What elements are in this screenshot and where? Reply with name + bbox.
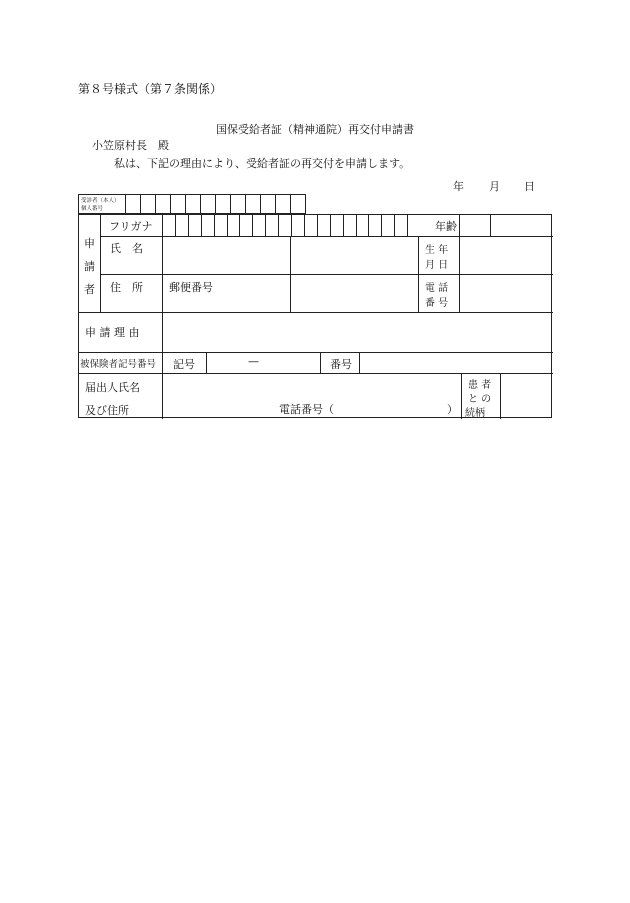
notifier-label-line1: 届出人氏名 bbox=[85, 381, 140, 394]
page-title: 国保受給者証（精神通院）再交付申請書 bbox=[216, 123, 414, 136]
applicant-char-2: 請 bbox=[84, 260, 95, 273]
age-label: 年齢 bbox=[435, 220, 457, 233]
column-divider bbox=[418, 236, 419, 312]
address-label: 住 所 bbox=[110, 281, 143, 294]
name-field[interactable] bbox=[163, 237, 417, 274]
application-table bbox=[78, 214, 552, 418]
furigana-cell-divider bbox=[214, 215, 215, 236]
furigana-cell-divider bbox=[356, 215, 357, 236]
individual-number-digit[interactable] bbox=[291, 195, 305, 213]
individual-number-digit[interactable] bbox=[171, 195, 186, 213]
address-field[interactable] bbox=[163, 275, 417, 312]
furigana-cell-divider bbox=[381, 215, 382, 236]
applicant-char-3: 者 bbox=[84, 283, 95, 296]
individual-number-digit[interactable] bbox=[156, 195, 171, 213]
individual-number-digit[interactable] bbox=[246, 195, 261, 213]
phone-field[interactable] bbox=[460, 275, 552, 312]
application-statement: 私は、下記の理由により、受給者証の再交付を申請します。 bbox=[114, 157, 411, 170]
notifier-label-line2: 及び住所 bbox=[85, 404, 129, 417]
phone-label-line1: 電 話 bbox=[425, 283, 449, 294]
reason-label: 申 請 理 由 bbox=[85, 326, 140, 339]
addressee: 小笠原村長 殿 bbox=[92, 139, 169, 152]
furigana-cell-divider bbox=[317, 215, 318, 236]
furigana-cell-divider bbox=[227, 215, 228, 236]
form-number: 第８号様式（第７条関係） bbox=[78, 82, 223, 96]
symbol-field[interactable] bbox=[207, 353, 319, 373]
applicant-char-1: 申 bbox=[84, 237, 95, 250]
furigana-label: フリガナ bbox=[109, 220, 153, 233]
column-divider bbox=[320, 352, 321, 373]
individual-number-digit[interactable] bbox=[186, 195, 201, 213]
date-day-label: 日 bbox=[524, 180, 535, 193]
individual-number-label bbox=[79, 195, 126, 213]
individual-number-digit[interactable] bbox=[216, 195, 231, 213]
furigana-cell-divider bbox=[304, 215, 305, 236]
furigana-cell-divider bbox=[278, 215, 279, 236]
insured-number-label: 被保険者記号番号 bbox=[80, 359, 157, 370]
column-divider bbox=[461, 373, 462, 419]
furigana-cell-divider bbox=[343, 215, 344, 236]
furigana-cell-divider bbox=[175, 215, 176, 236]
individual-number-digit[interactable] bbox=[141, 195, 156, 213]
individual-number-row bbox=[78, 194, 306, 214]
furigana-cell-divider bbox=[239, 215, 240, 236]
notifier-phone-label: 電話番号（ bbox=[279, 403, 334, 416]
relation-label-line1: 患 者 bbox=[468, 380, 492, 391]
postal-code-label: 郵便番号 bbox=[169, 281, 213, 294]
date-month-label: 月 bbox=[489, 180, 500, 193]
furigana-cell-divider bbox=[252, 215, 253, 236]
individual-number-digit[interactable] bbox=[201, 195, 216, 213]
furigana-cell-divider bbox=[291, 215, 292, 236]
notifier-phone-close: ） bbox=[447, 403, 458, 416]
furigana-cell-divider bbox=[330, 215, 331, 236]
furigana-cell-divider bbox=[201, 215, 202, 236]
relation-label-line2: と の bbox=[468, 394, 492, 405]
number-label: 番号 bbox=[330, 358, 352, 371]
furigana-cell-divider bbox=[407, 215, 408, 236]
column-divider bbox=[100, 215, 101, 312]
relation-field[interactable] bbox=[501, 374, 552, 418]
reason-field[interactable] bbox=[163, 313, 552, 352]
phone-label-line2: 番 号 bbox=[425, 298, 449, 309]
individual-number-digit[interactable] bbox=[231, 195, 246, 213]
furigana-cell-divider bbox=[368, 215, 369, 236]
furigana-cell-divider bbox=[188, 215, 189, 236]
individual-number-digit[interactable] bbox=[126, 195, 141, 213]
furigana-cell-divider bbox=[394, 215, 395, 236]
birthdate-label-line2: 月 日 bbox=[425, 260, 449, 271]
birthdate-label-line1: 生 年 bbox=[425, 245, 449, 256]
symbol-separator: — bbox=[248, 355, 259, 368]
individual-number-label-line2: 個人番号 bbox=[81, 206, 104, 212]
relation-label-line3: 続柄 bbox=[465, 408, 485, 419]
individual-number-label-line1: 受診者（本人） bbox=[81, 198, 120, 204]
individual-number-cells bbox=[126, 195, 305, 213]
individual-number-digit[interactable] bbox=[261, 195, 276, 213]
age-field[interactable] bbox=[491, 215, 552, 236]
birthdate-field[interactable] bbox=[460, 237, 552, 274]
symbol-label: 記号 bbox=[173, 358, 195, 371]
individual-number-digit[interactable] bbox=[276, 195, 291, 213]
furigana-cell-divider bbox=[265, 215, 266, 236]
date-year-label: 年 bbox=[453, 180, 464, 193]
name-label: 氏 名 bbox=[110, 242, 143, 255]
number-field[interactable] bbox=[360, 353, 552, 373]
